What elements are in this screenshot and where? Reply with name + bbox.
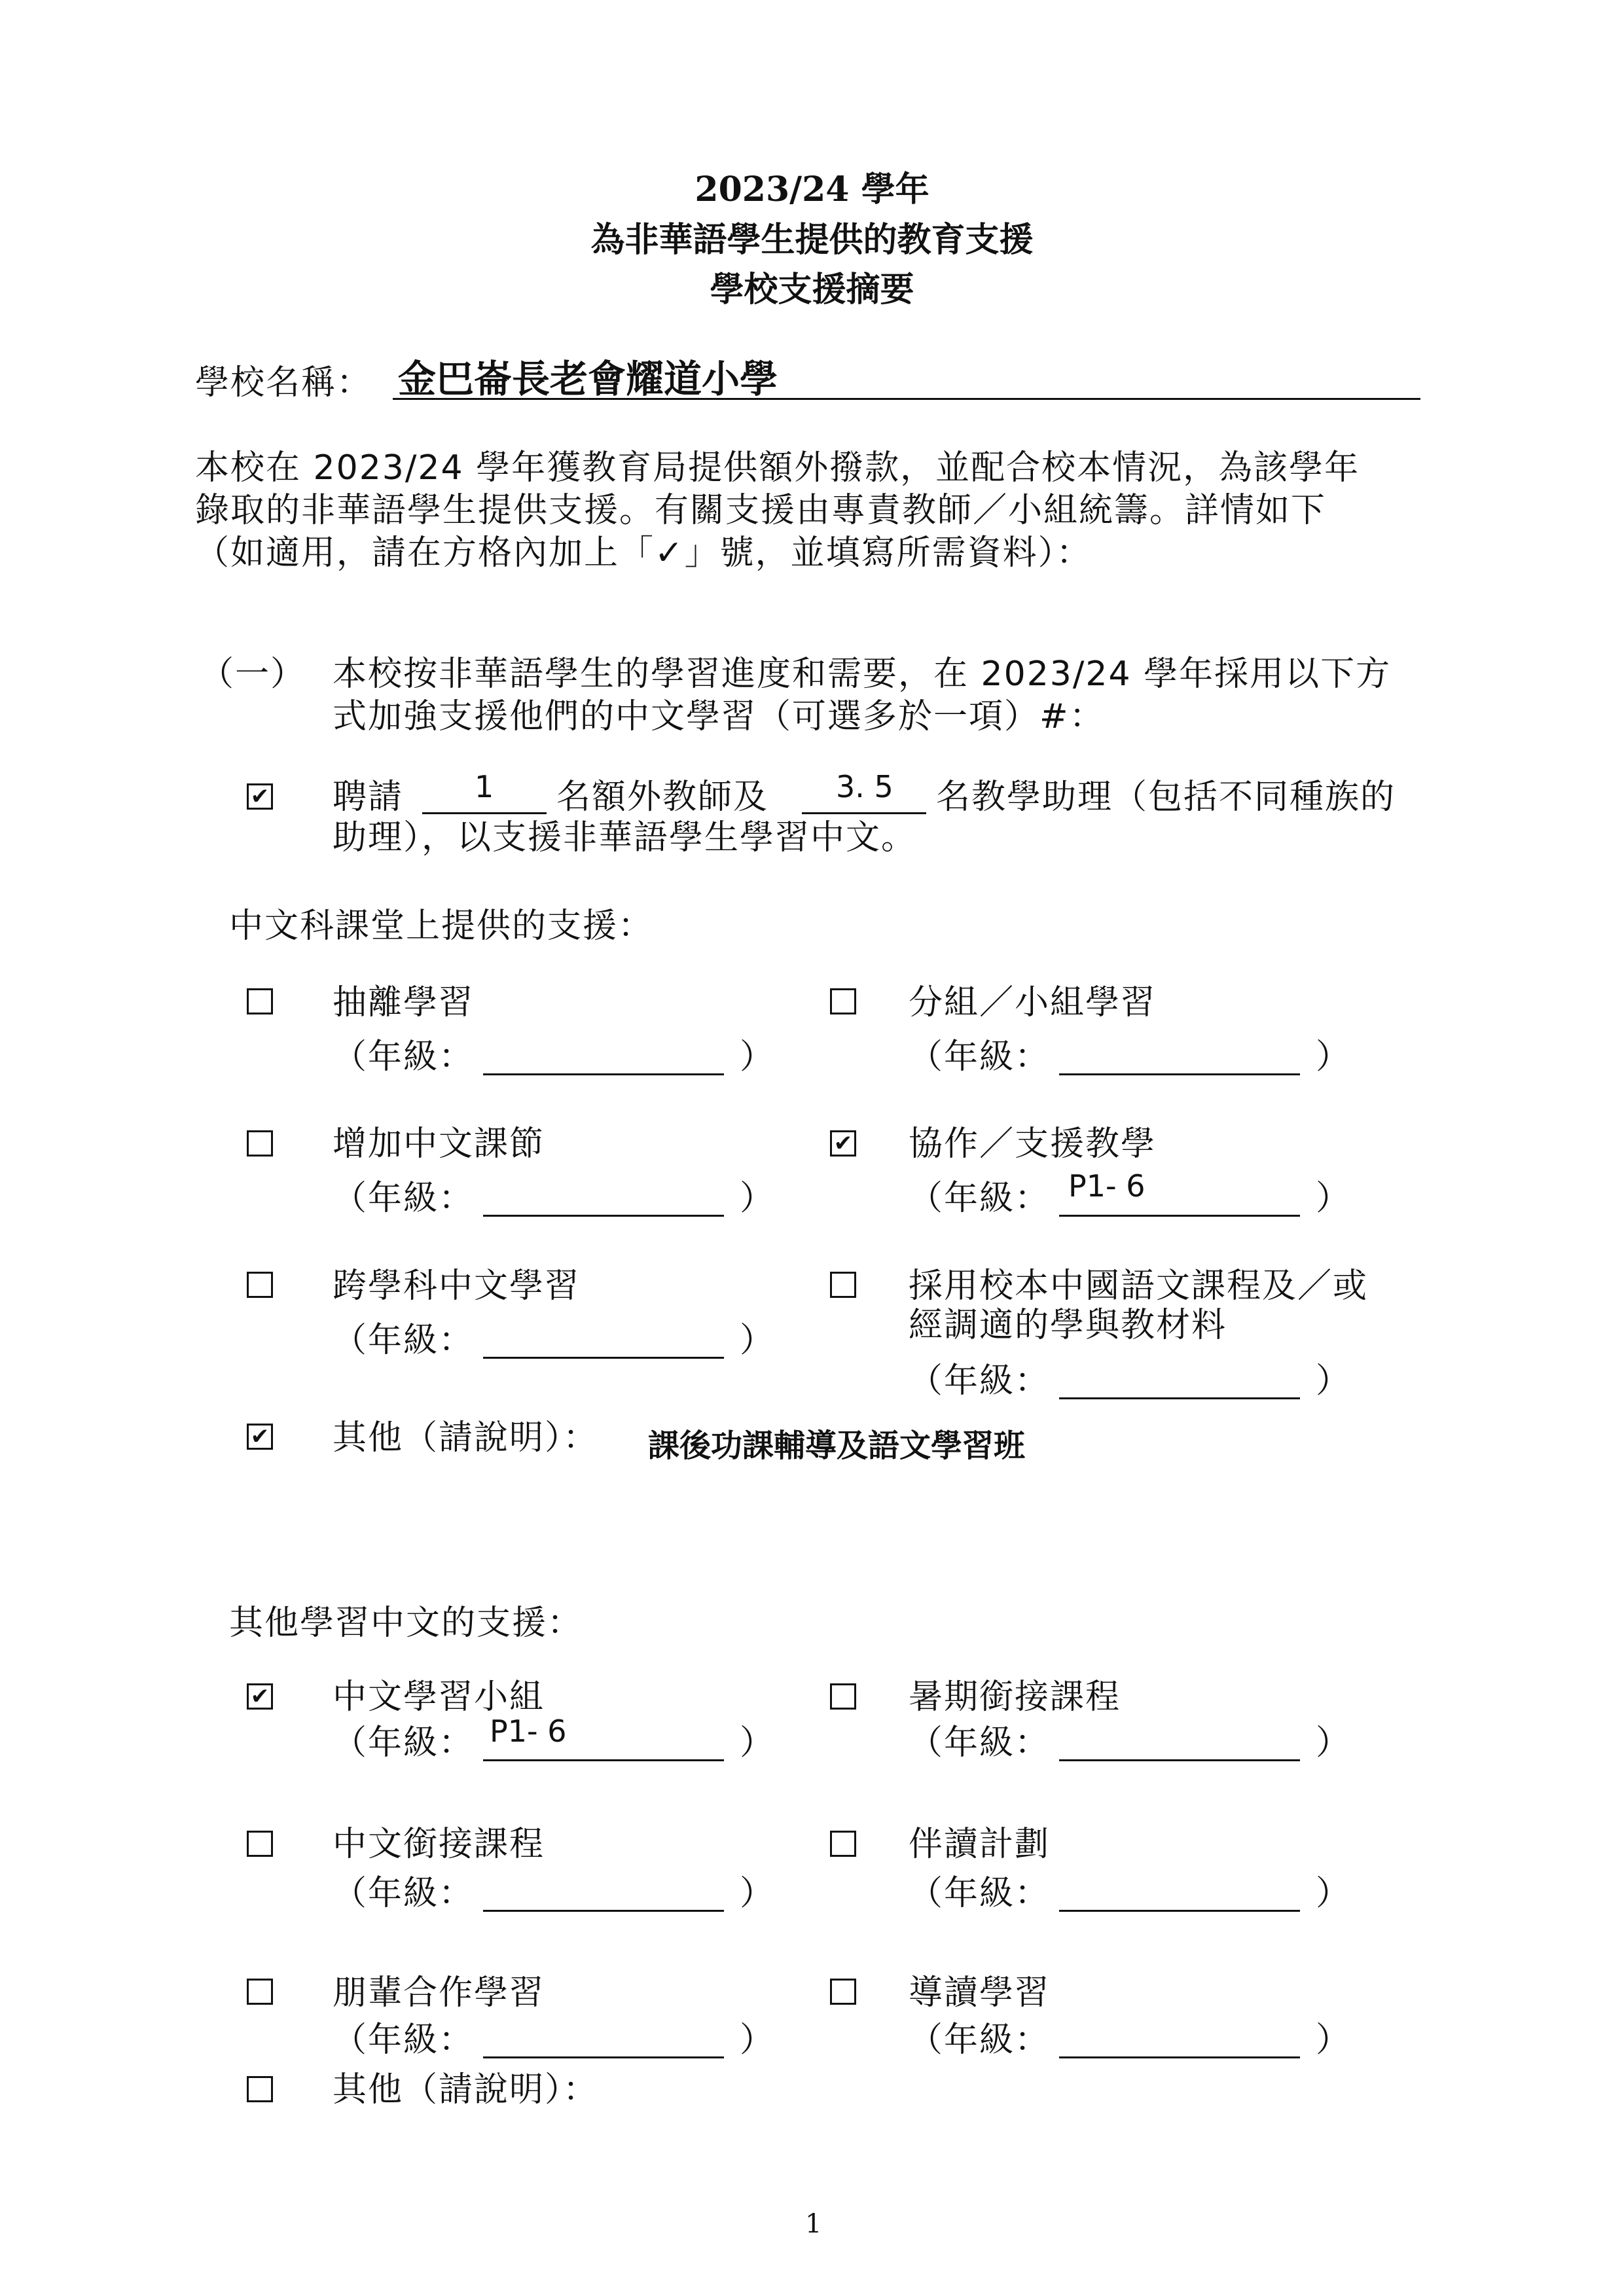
other-support-other-checkbox[interactable] <box>247 2076 273 2102</box>
hire-checkbox[interactable]: ✔ <box>247 783 273 810</box>
other-support-other-label: 其他（請說明）： <box>333 2070 599 2109</box>
other-label-4: 伴讀計劃 <box>909 1825 1051 1864</box>
other-checkbox-3[interactable] <box>247 1831 273 1857</box>
school-name-field <box>393 347 1420 400</box>
other-grade-open-4: （年級： <box>909 1874 1051 1913</box>
assistants-value: 3. 5 <box>836 769 893 804</box>
other-grade-close-6: ） <box>1316 2020 1352 2060</box>
classroom-other-checkbox[interactable]: ✔ <box>247 1424 273 1450</box>
other-grade-open-5: （年級： <box>333 2020 475 2060</box>
hire-suffix-2: 助理），以支援非華語學生學習中文。 <box>333 818 917 857</box>
grade-field-1[interactable] <box>483 1073 724 1075</box>
other-grade-field-4[interactable] <box>1059 1910 1300 1912</box>
teachers-field[interactable] <box>422 769 547 814</box>
classroom-label-1: 抽離學習 <box>333 983 475 1022</box>
grade-close-1: ） <box>740 1037 776 1077</box>
other-grade-close-1: ） <box>740 1723 776 1763</box>
grade-open-1: （年級： <box>333 1037 475 1077</box>
other-grade-field-2[interactable] <box>1059 1759 1300 1761</box>
school-name-label: 學校名稱： <box>195 363 372 403</box>
classroom-label-3: 增加中文課節 <box>333 1124 545 1164</box>
grade-close-5: ） <box>740 1321 776 1360</box>
classroom-checkbox-4[interactable]: ✔ <box>830 1130 856 1157</box>
grade-close-2: ） <box>1316 1037 1352 1077</box>
other-grade-close-4: ） <box>1316 1874 1352 1913</box>
grade-open-2: （年級： <box>909 1037 1051 1077</box>
other-grade-open-2: （年級： <box>909 1723 1051 1763</box>
other-grade-close-5: ） <box>740 2020 776 2060</box>
hire-prefix: 聘請 <box>333 778 404 817</box>
grade-field-6[interactable] <box>1059 1397 1300 1399</box>
grade-field-4[interactable] <box>1059 1215 1300 1217</box>
classroom-other-value: 課後功課輔導及語文學習班 <box>648 1427 1026 1464</box>
intro-line-2: 錄取的非華語學生提供支援。有關支援由專責教師／小組統籌。詳情如下 <box>195 491 1327 530</box>
other-checkbox-1[interactable]: ✔ <box>247 1683 273 1710</box>
title-year: 2023/24 學年 <box>695 170 929 209</box>
title-main: 為非華語學生提供的教育支援 <box>590 220 1034 260</box>
grade-open-4: （年級： <box>909 1179 1051 1218</box>
classroom-other-label: 其他（請說明）： <box>333 1418 599 1458</box>
other-grade-open-3: （年級： <box>333 1874 475 1913</box>
classroom-heading: 中文科課堂上提供的支援： <box>229 906 654 946</box>
other-label-3: 中文銜接課程 <box>333 1825 545 1864</box>
grade-field-3[interactable] <box>483 1215 724 1217</box>
classroom-label-6b: 經調適的學與教材料 <box>909 1306 1227 1345</box>
other-label-6: 導讀學習 <box>909 1973 1051 2013</box>
section-number: （一） <box>200 655 306 694</box>
other-support-heading: 其他學習中文的支援： <box>229 1604 583 1643</box>
grade-value-4: P1- 6 <box>1068 1168 1146 1204</box>
other-checkbox-2[interactable] <box>830 1683 856 1710</box>
grade-close-4: ） <box>1316 1179 1352 1218</box>
grade-field-5[interactable] <box>483 1357 724 1359</box>
classroom-label-6: 採用校本中國語文課程及／或 <box>909 1266 1369 1306</box>
grade-open-3: （年級： <box>333 1179 475 1218</box>
intro-line-3: （如適用，請在方格內加上「✓」號，並填寫所需資料）： <box>195 533 1092 573</box>
assistants-field[interactable] <box>802 769 926 814</box>
grade-open-6: （年級： <box>909 1361 1051 1401</box>
classroom-checkbox-3[interactable] <box>247 1130 273 1157</box>
classroom-checkbox-1[interactable] <box>247 988 273 1014</box>
hire-middle: 名額外教師及 <box>556 778 769 817</box>
intro-line-1: 本校在 2023/24 學年獲教育局提供額外撥款，並配合校本情況，為該學年 <box>195 448 1360 488</box>
other-grade-field-5[interactable] <box>483 2056 724 2058</box>
grade-close-3: ） <box>740 1179 776 1218</box>
other-grade-close-2: ） <box>1316 1723 1352 1763</box>
classroom-label-5: 跨學科中文學習 <box>333 1266 581 1306</box>
other-label-1: 中文學習小組 <box>333 1677 545 1717</box>
other-grade-field-1[interactable] <box>483 1759 724 1761</box>
hire-suffix-1: 名教學助理（包括不同種族的 <box>936 778 1396 817</box>
other-checkbox-5[interactable] <box>247 1979 273 2005</box>
title-sub: 學校支援摘要 <box>710 270 914 310</box>
classroom-label-4: 協作／支援教學 <box>909 1124 1157 1164</box>
page-number: 1 <box>805 2209 822 2239</box>
classroom-label-2: 分組／小組學習 <box>909 983 1157 1022</box>
section-text-2: 式加強支援他們的中文學習（可選多於一項）#： <box>333 697 1105 736</box>
section-text-1: 本校按非華語學生的學習進度和需要，在 2023/24 學年採用以下方 <box>333 655 1392 694</box>
classroom-checkbox-6[interactable] <box>830 1272 856 1298</box>
other-grade-field-3[interactable] <box>483 1910 724 1912</box>
grade-field-2[interactable] <box>1059 1073 1300 1075</box>
other-grade-close-3: ） <box>740 1874 776 1913</box>
other-checkbox-4[interactable] <box>830 1831 856 1857</box>
school-name-value: 金巴崙長老會耀道小學 <box>398 357 778 401</box>
grade-open-5: （年級： <box>333 1321 475 1360</box>
other-grade-open-1: （年級： <box>333 1723 475 1763</box>
other-grade-value-1: P1- 6 <box>490 1713 567 1749</box>
other-checkbox-6[interactable] <box>830 1979 856 2005</box>
other-grade-open-6: （年級： <box>909 2020 1051 2060</box>
classroom-checkbox-5[interactable] <box>247 1272 273 1298</box>
other-label-2: 暑期銜接課程 <box>909 1677 1121 1717</box>
classroom-checkbox-2[interactable] <box>830 988 856 1014</box>
grade-close-6: ） <box>1316 1361 1352 1401</box>
teachers-value: 1 <box>475 769 494 804</box>
other-grade-field-6[interactable] <box>1059 2056 1300 2058</box>
other-label-5: 朋輩合作學習 <box>333 1973 545 2013</box>
